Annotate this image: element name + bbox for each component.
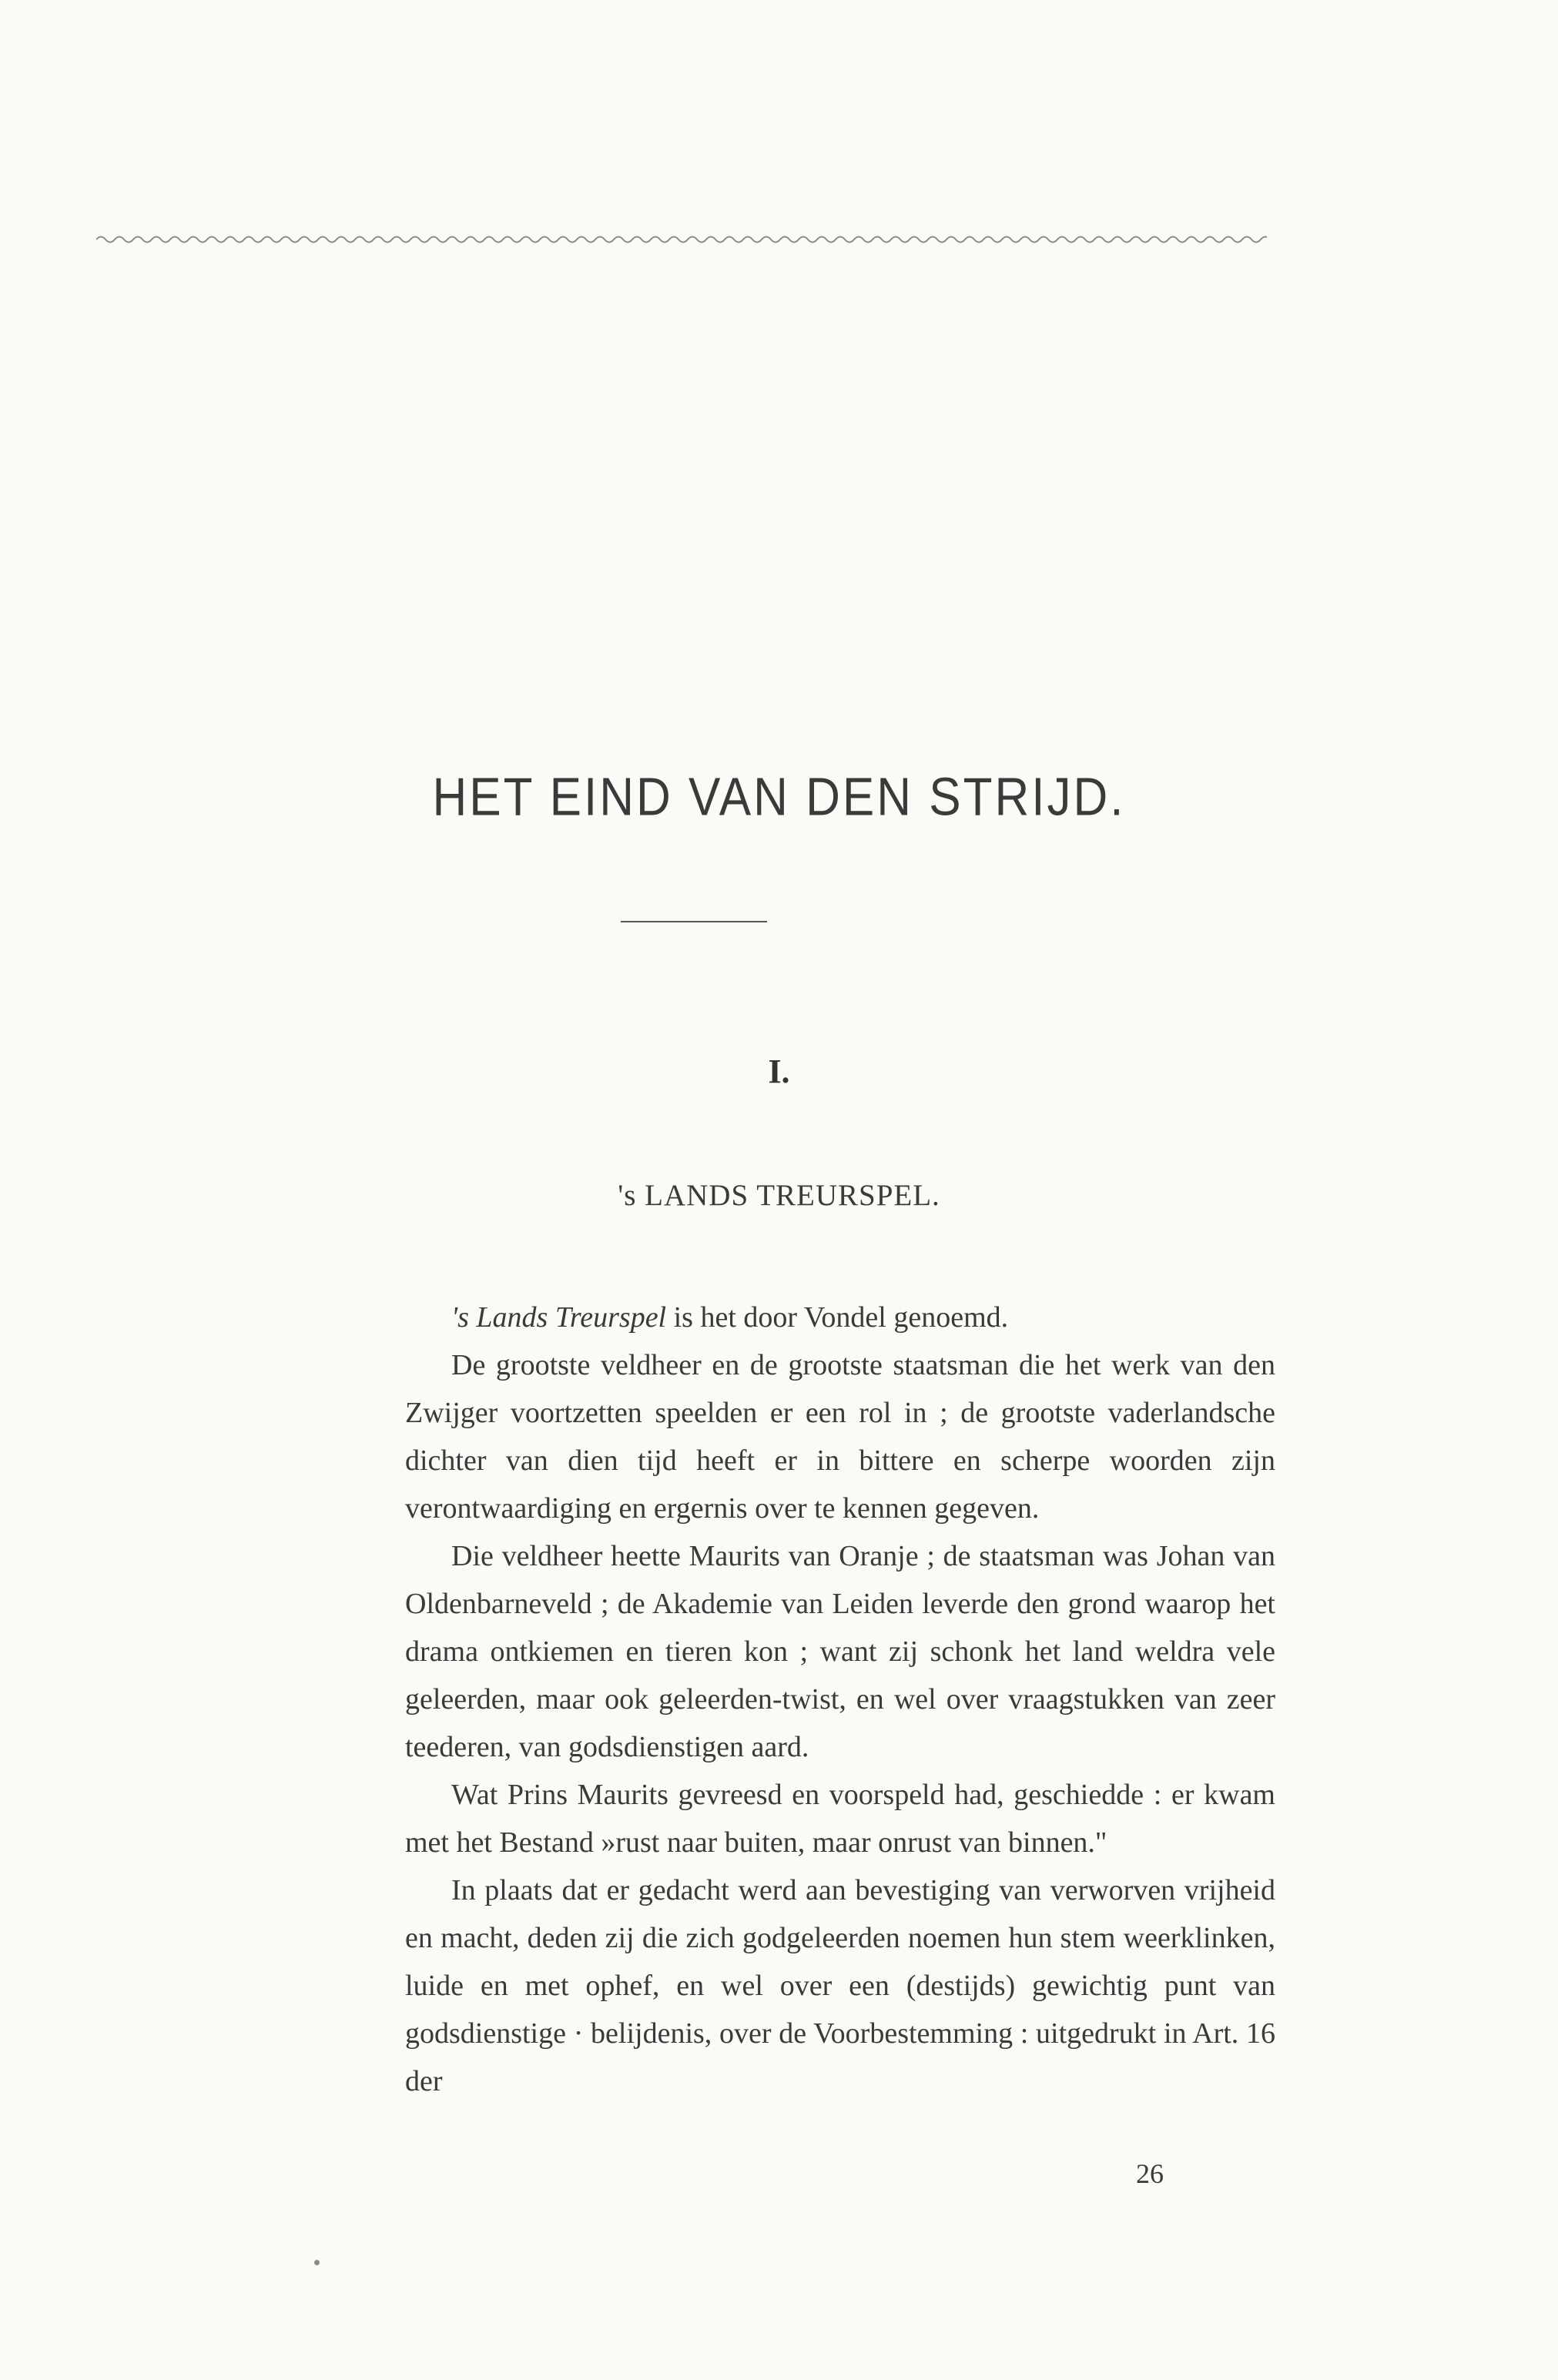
paragraph: Die veldheer heette Maurits van Oranje ; de staatsman was Johan van Oldenbarneveld ; de Akademie van Leiden leverde den grond waarop het drama ontkiemen en tieren kon ; want zij schonk het land weldra vele geleerden, maar ook geleerden-twist, en wel over vraagstukken van zeer teederen, van godsdienstigen aard.	[405, 1540, 1275, 1763]
body-text	[405, 1294, 1275, 2105]
page-title: HET EIND VAN DEN STRIJD.	[432, 767, 1126, 828]
wavy-ornament-line	[96, 228, 1267, 251]
paragraph	[405, 1294, 1275, 1341]
paragraph: In plaats dat er gedacht werd aan bevestiging van verworven vrijheid en macht, deden zij die zich godgeleerden noemen hun stem weerklinken, luide en met ophef, en wel over een (destijds) gewichtig punt van godsdienstige · belijdenis, over de Voorbestemming : uitgedrukt in Art. 16 der	[405, 1874, 1275, 2097]
paragraph-italic-lead: 's Lands Treurspel	[451, 1301, 667, 1334]
page-number: 26	[1136, 2158, 1164, 2189]
paragraph: Wat Prins Maurits gevreesd en voorspeld had, geschiedde : er kwam met het Bestand »rust naar buiten, maar onrust van binnen."	[405, 1779, 1275, 1859]
chapter-number: I.	[768, 1053, 790, 1090]
paragraph: De grootste veldheer en de grootste staatsman die het werk van den Zwijger voortzetten speelden er een rol in ; de grootste vaderlandsche dichter van dien tijd heeft er in bittere en scherpe woorden zijn verontwaardiging en ergernis over te kennen gegeven.	[405, 1349, 1275, 1525]
title-divider	[621, 921, 767, 922]
chapter-title: 's LANDS TREURSPEL.	[618, 1179, 940, 1212]
paper-speck	[314, 2260, 320, 2265]
paragraph-text: is het door Vondel genoemd.	[666, 1301, 1009, 1334]
